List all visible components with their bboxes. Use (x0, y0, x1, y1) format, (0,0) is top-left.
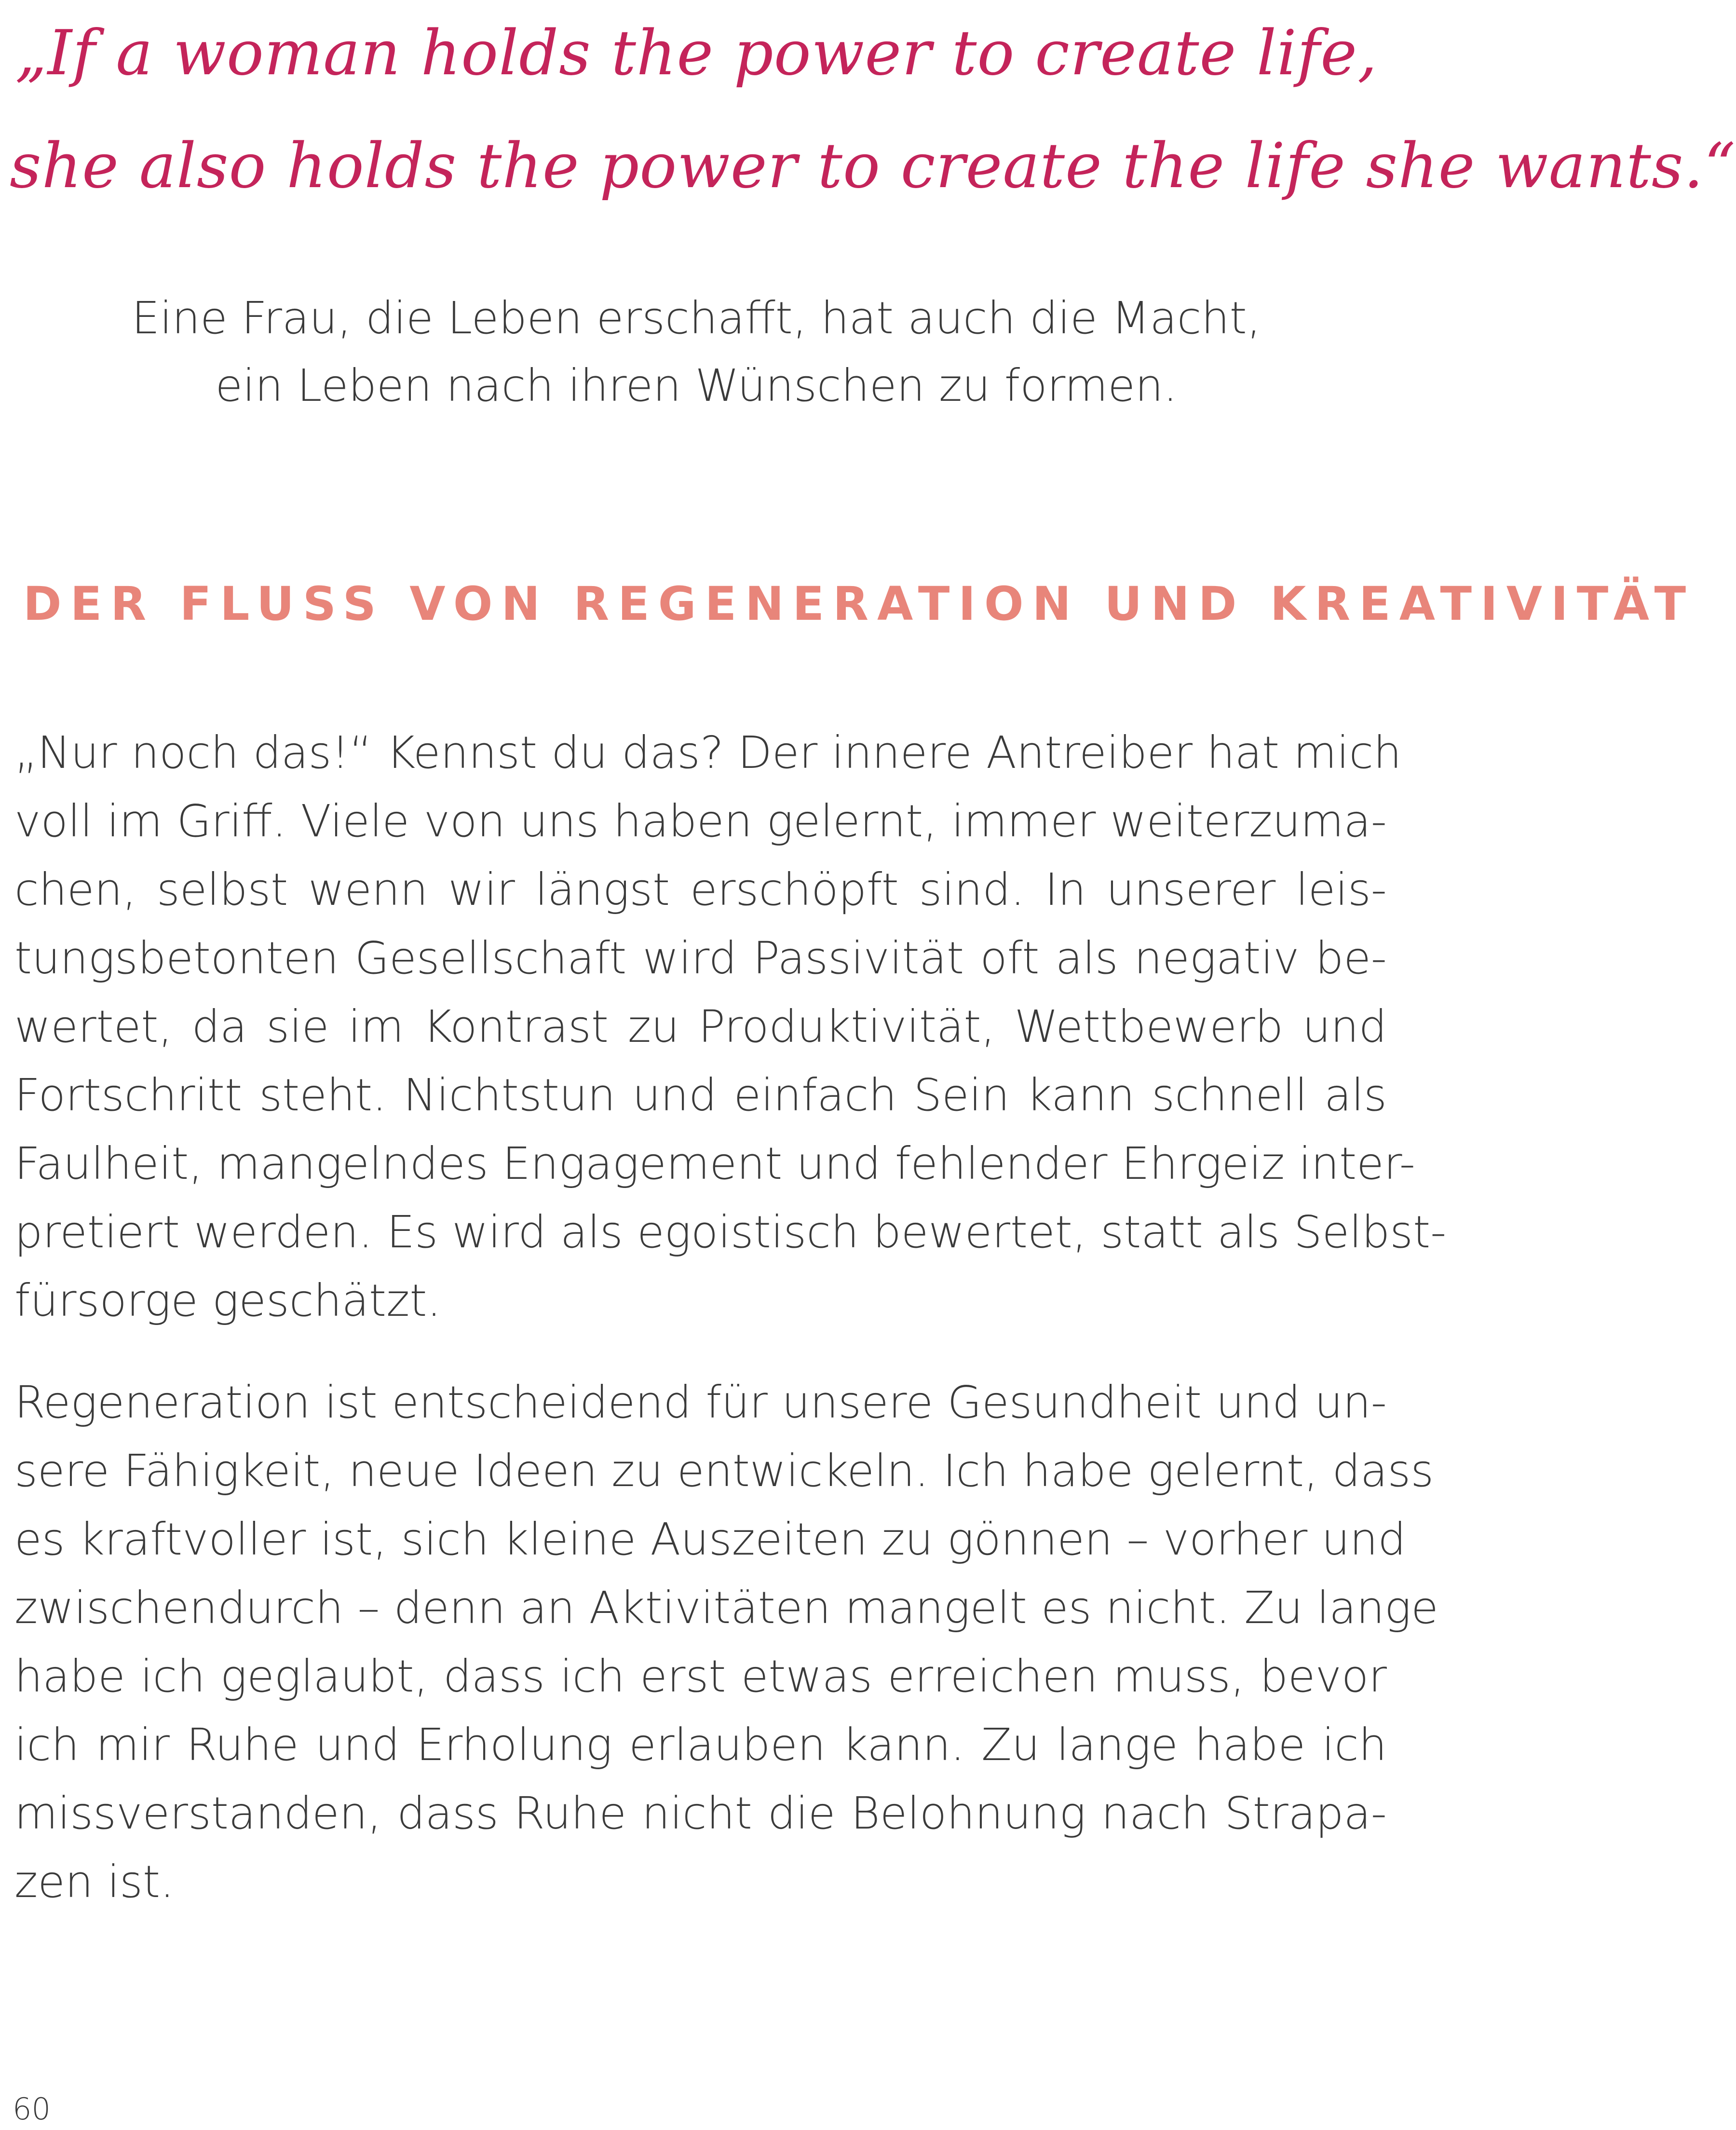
paragraph-line: Faulheit, mangelndes Engagement und fehlender Ehrgeiz inter- (14, 1138, 1415, 1189)
paragraph-line: chen, selbst wenn wir längst erschöpft sind. In unserer leis- (14, 864, 1387, 915)
section-heading: DER FLUSS VON REGENERATION UND KREATIVITÄT (23, 577, 1695, 631)
paragraph-line: tungsbetonten Gesellschaft wird Passivität oft als negativ be- (14, 932, 1387, 984)
paragraph-line: Regeneration ist entscheidend für unsere Gesundheit und un- (14, 1377, 1387, 1428)
paragraph-line: es kraftvoller ist, sich kleine Auszeiten zu gönnen – vorher und (14, 1514, 1406, 1565)
paragraph-line: zen ist. (14, 1856, 175, 1908)
paragraph-line: habe ich geglaubt, dass ich erst etwas erreichen muss, bevor (14, 1651, 1387, 1702)
paragraph-line: pretiert werden. Es wird als egoistisch bewertet, statt als Selbst- (14, 1206, 1447, 1258)
paragraph-2 (14, 1368, 1438, 1916)
quote-line-1: „If a woman holds the power to create life, (15, 17, 1378, 89)
paragraph-line: missverstanden, dass Ruhe nicht die Belohnung nach Strapa- (14, 1788, 1387, 1839)
translation-line-1: Eine Frau, die Leben erschafft, hat auch die Macht, (132, 292, 1261, 344)
paragraph-line: „Nur noch das!“ Kennst du das? Der innere Antreiber hat mich (14, 727, 1402, 778)
paragraph-line: fürsorge geschätzt. (14, 1275, 441, 1326)
translation-line-2: ein Leben nach ihren Wünschen zu formen. (215, 360, 1178, 411)
paragraph-line: voll im Griff. Viele von uns haben gelernt, immer weiterzuma- (14, 795, 1387, 847)
paragraph-line: Fortschritt steht. Nichtstun und einfach Sein kann schnell als (14, 1069, 1387, 1121)
paragraph-line: ich mir Ruhe und Erholung erlauben kann. Zu lange habe ich (14, 1719, 1387, 1771)
paragraph-line: wertet, da sie im Kontrast zu Produktivität, Wettbewerb und (14, 1001, 1387, 1052)
paragraph-1 (14, 719, 1447, 1335)
paragraph-line: sere Fähigkeit, neue Ideen zu entwickeln. Ich habe gelernt, dass (14, 1445, 1434, 1497)
paragraph-line: zwischendurch – denn an Aktivitäten mangelt es nicht. Zu lange (14, 1582, 1438, 1634)
quote-line-2: she also holds the power to create the life she wants.“ (10, 130, 1736, 202)
page-number: 60 (13, 2091, 51, 2127)
